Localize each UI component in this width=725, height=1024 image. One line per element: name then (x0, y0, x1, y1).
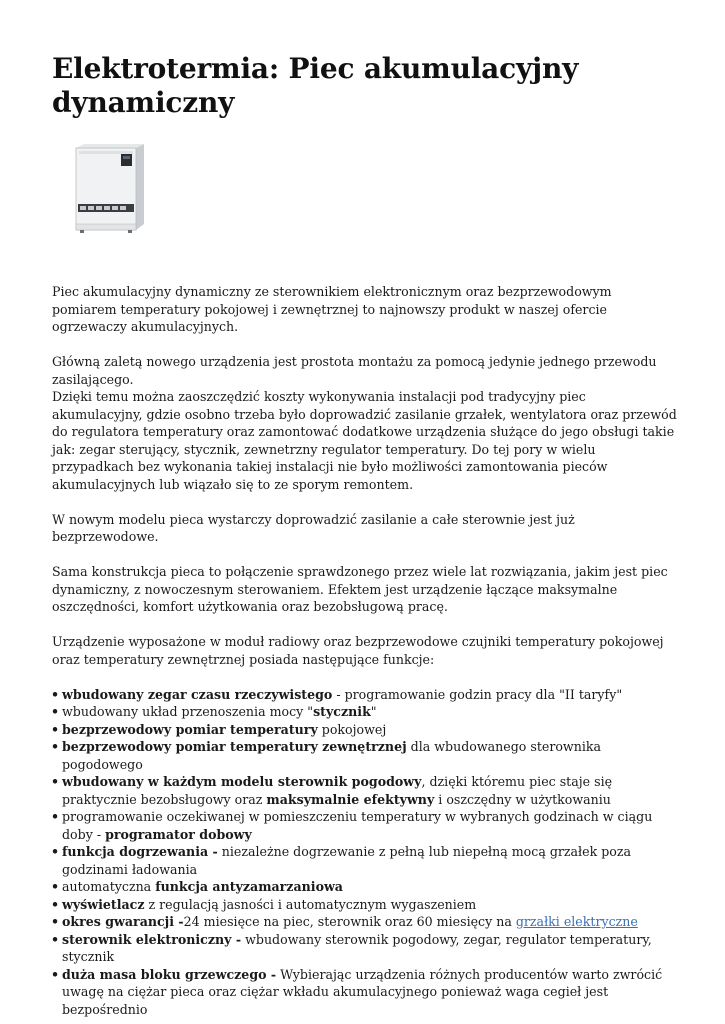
paragraph-functions-intro: Urządzenie wyposażone w moduł radiowy oraz bezprzewodowe czujniki temperatury pokojowej oraz temperatury zewnętrznej posiada następujące funkcje: (52, 634, 664, 667)
feature-text: z regulacją jasności i automatycznym wygaszeniem (144, 896, 477, 912)
heater-image (66, 142, 156, 238)
feature-text: , dzięki któremu piec staje się praktycznie bezobsługowy oraz (62, 774, 613, 807)
paragraph-savings: Dzięki temu można zaoszczędzić koszty wykonywania instalacji pod tradycyjny piec akumulacyjny, gdzie osobno trzeba było doprowadzić zasilanie grzałek, wentylatora oraz przewód do regulatora temperatury oraz zamontować dodatkowe urządzenia służące do jego obsługi takie jak: zegar sterujący, stycznik, zewnetrzny regulator temperatury. Do tej pory w wielu przypadkach bez wykonania takiej instalacji nie było możliwości zamontowania pieców akumulacyjnych lub wiązało się to ze sporym remontem. (52, 389, 677, 492)
feature-bold: duża masa bloku grzewczego - (62, 966, 277, 982)
feature-bold: okres gwarancji - (62, 914, 184, 929)
feature-list (52, 686, 677, 1019)
page-title: Elektrotermia: Piec akumulacyjny dynamiczny (52, 52, 579, 119)
feature-text: wbudowany układ przenoszenia mocy " (62, 704, 314, 719)
feature-bold: funkcja antyzamarzaniowa (155, 879, 343, 894)
feature-text: Wybierając urządzenia różnych producentów warto zwrócić uwagę na ciężar pieca oraz ciężar wkładu akumulacyjnego ponieważ waga cegieł jest bezpośrednio (62, 966, 663, 1017)
list-item (52, 966, 677, 1019)
document-page (52, 52, 677, 1018)
feature-text: i oszczędny w użytkowaniu (434, 791, 611, 807)
list-item (52, 703, 677, 721)
feature-bold: bezprzewodowy pomiar temperatury (62, 721, 318, 737)
list-item (52, 878, 677, 896)
list-item (52, 686, 677, 704)
feature-text: automatyczna (62, 879, 156, 894)
paragraph-construction: Sama konstrukcja pieca to połączenie sprawdzonego przez wiele lat rozwiązania, jakim jest piec dynamiczny, z nowoczesnym sterowaniem. Efektem jest urządzenie łączące maksymalne oszczędności, komfort użytkowania oraz bezobsługową pracę. (52, 564, 668, 614)
list-item (52, 738, 677, 773)
list-item (52, 931, 677, 966)
paragraph-intro: Piec akumulacyjny dynamiczny ze sterownikiem elektronicznym oraz bezprzewodowym pomiarem temperatury pokojowej i zewnętrznej to najnowszy produkt w naszej ofercie ogrzewaczy akumulacyjnych. (52, 284, 612, 334)
feature-bold: wbudowany zegar czasu rzeczywistego (62, 686, 333, 702)
list-item (52, 843, 677, 878)
feature-bold: stycznik (313, 704, 371, 719)
feature-bold: wyświetlacz (62, 896, 145, 912)
feature-text: niezależne dogrzewanie z pełną lub niepełną mocą grzałek poza godzinami ładowania (62, 844, 632, 877)
list-item (52, 721, 677, 739)
feature-text: wbudowany sterownik pogodowy, zegar, regulator temperatury, stycznik (62, 931, 652, 964)
feature-text: programowanie oczekiwanej w pomieszczeniu temperatury w wybranych godzinach w ciągu doby - (62, 809, 653, 842)
paragraph-advantage: Główną zaletą nowego urządzenia jest prostota montażu za pomocą jedynie jednego przewodu zasilającego. (52, 354, 657, 387)
feature-text: pokojowej (317, 721, 387, 737)
paragraph-wireless: W nowym modelu pieca wystarczy doprowadzić zasilanie a całe sterownie jest już bezprzewodowe. (52, 511, 575, 544)
feature-bold: funkcja dogrzewania - (62, 844, 218, 859)
feature-bold: wbudowany w każdym modelu sterownik pogodowy (62, 774, 422, 789)
feature-text: - programowanie godzin pracy dla "II taryfy" (332, 686, 623, 702)
feature-bold: programator dobowy (105, 826, 252, 842)
list-item (52, 773, 677, 808)
list-item (52, 913, 677, 931)
list-item (52, 896, 677, 914)
list-item (52, 808, 677, 843)
feature-bold: maksymalnie efektywny (266, 791, 435, 807)
heating-elements-link[interactable]: grzałki elektryczne (515, 914, 638, 929)
feature-text: dla wbudowanego sterownika pogodowego (62, 739, 601, 772)
feature-bold: sterownik elektroniczny - (62, 931, 242, 947)
feature-text: " (370, 704, 377, 719)
feature-text: 24 miesięce na piec, sterownik oraz 60 miesięcy na (183, 914, 516, 929)
heater-illustration (66, 142, 156, 238)
feature-bold: bezprzewodowy pomiar temperatury zewnętrznej (62, 739, 407, 754)
